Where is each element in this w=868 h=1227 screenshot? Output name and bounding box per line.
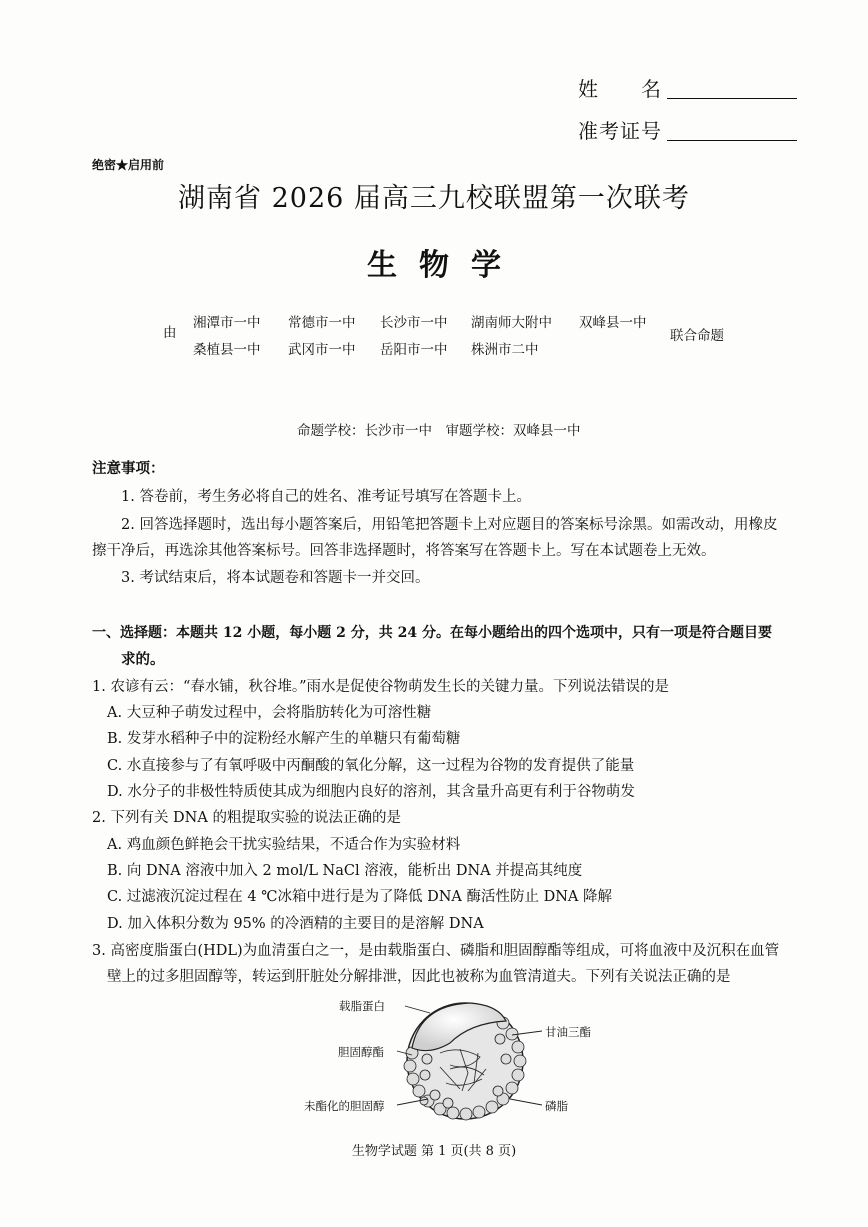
option-a: A. 大豆种子萌发过程中，会将脂肪转化为可溶性糖 <box>107 705 432 721</box>
question-stem-cont: 壁上的过多胆固醇等，转运到肝脏处分解排泄，因此也被称为血管清道夫。下列有关说法正确的是 <box>107 969 731 985</box>
school-name: 长沙市一中 <box>380 315 448 331</box>
label-cholesteryl-ester: 胆固醇酯 <box>338 1045 384 1059</box>
option-c: C. 水直接参与了有氧呼吸中丙酮酸的氧化分解，这一过程为谷物的发育提供了能量 <box>107 758 635 774</box>
name-label: 姓 名 <box>578 77 662 101</box>
page-title: 湖南省 2026 届高三九校联盟第一次联考 <box>178 183 690 214</box>
name-field[interactable] <box>667 76 797 99</box>
notice-line: 1. 答卷前，考生务必将自己的姓名、准考证号填写在答题卡上。 <box>121 489 531 505</box>
option-b: B. 发芽水稻种子中的淀粉经水解产生的单糖只有葡萄糖 <box>107 731 461 747</box>
exam-id-field[interactable] <box>667 118 797 141</box>
exam-id-label: 准考证号 <box>578 119 662 143</box>
option-a: A. 鸡血颜色鲜艳会干扰实验结果，不适合作为实验材料 <box>107 837 461 853</box>
option-b: B. 向 DNA 溶液中加入 2 mol/L NaCl 溶液，能析出 DNA 并提高其纯度 <box>107 863 583 879</box>
school-name: 常德市一中 <box>288 315 356 331</box>
subject-title: 生物学 <box>367 248 523 283</box>
section-heading-cont: 求的。 <box>121 651 165 668</box>
question-stem: 1. 农谚有云：“春水铺，秋谷堆。”雨水是促使谷物萌发生长的关键力量。下列说法错误的是 <box>92 679 670 695</box>
page-footer: 生物学试题 第 1 页(共 8 页) <box>351 1144 517 1159</box>
notice-line: 3. 考试结束后，将本试题卷和答题卡一并交回。 <box>121 570 430 586</box>
school-name: 武冈市一中 <box>288 342 356 358</box>
school-name: 湖南师大附中 <box>471 315 552 331</box>
school-name: 湘潭市一中 <box>193 315 261 331</box>
label-phospholipid: 磷脂 <box>545 1099 568 1113</box>
schools-suffix: 联合命题 <box>670 328 724 344</box>
option-d: D. 加入体积分数为 95% 的冷酒精的主要目的是溶解 DNA <box>107 916 484 932</box>
school-name: 双峰县一中 <box>579 315 647 331</box>
school-name: 株洲市二中 <box>471 342 539 358</box>
option-c: C. 过滤液沉淀过程在 4 ℃冰箱中进行是为了降低 DNA 酶活性防止 DNA 降解 <box>107 889 612 905</box>
question-stem: 2. 下列有关 DNA 的粗提取实验的说法正确的是 <box>92 810 401 826</box>
label-apolipoprotein: 载脂蛋白 <box>339 999 385 1013</box>
school-name: 岳阳市一中 <box>380 342 448 358</box>
notice-heading: 注意事项： <box>92 460 165 477</box>
label-free-cholesterol: 未酯化的胆固醇 <box>304 1099 385 1113</box>
secret-mark: 绝密★启用前 <box>92 158 165 172</box>
section-heading: 一、选择题：本题共 12 小题，每小题 2 分，共 24 分。在每小题给出的四个选项中，只有一项是符合题目要 <box>92 625 772 641</box>
question-stem: 3. 高密度脂蛋白(HDL)为血清蛋白之一，是由载脂蛋白、磷脂和胆固醇酯等组成，可将血液中及沉积在血管 <box>92 943 780 959</box>
label-triglyceride: 甘油三酯 <box>545 1025 591 1039</box>
school-name: 桑植县一中 <box>193 342 261 358</box>
option-d: D. 水分子的非极性特质使其成为细胞内良好的溶剂，其含量升高更有利于谷物萌发 <box>107 784 635 800</box>
notice-line: 2. 回答选择题时，选出每小题答案后，用铅笔把答题卡上对应题目的答案标号涂黑。如需改动，用橡皮 <box>121 517 778 533</box>
schools-prefix: 由 <box>163 325 177 341</box>
authoring-schools: 命题学校：长沙市一中 审题学校：双峰县一中 <box>297 423 581 439</box>
notice-line: 擦干净后，再选涂其他答案标号。回答非选择题时，将答案写在答题卡上。写在本试题卷上无效。 <box>92 543 716 559</box>
